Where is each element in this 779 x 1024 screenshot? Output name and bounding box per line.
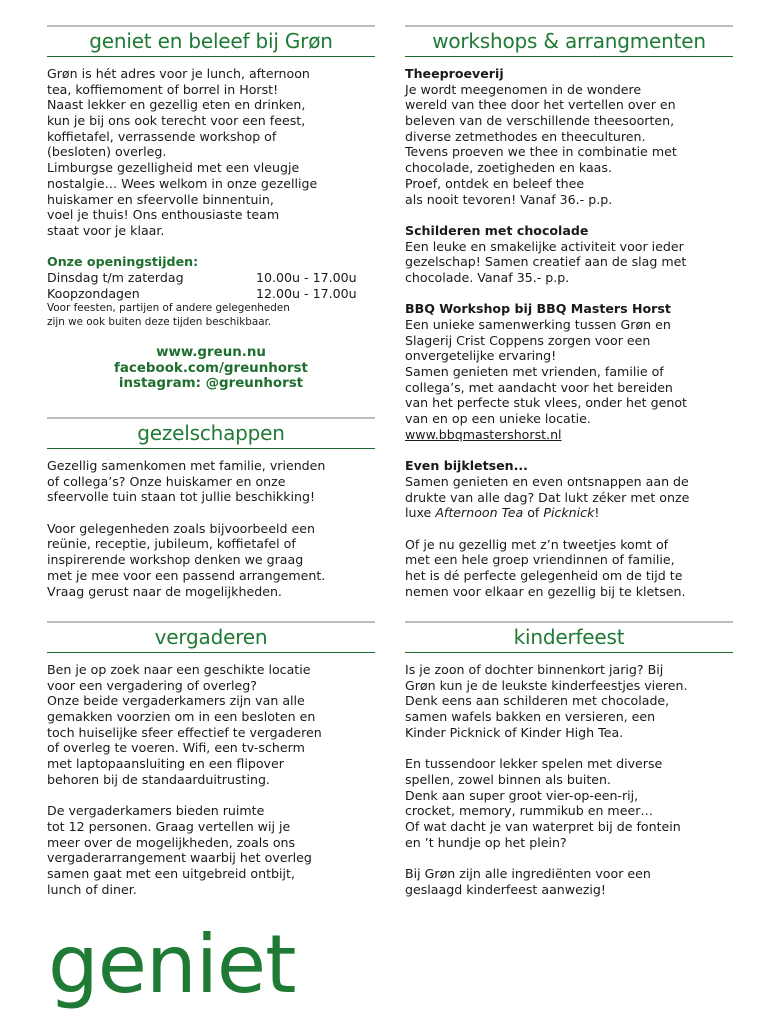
text-line: collega’s, met aandacht voor het bereiden <box>405 379 673 395</box>
contact-link[interactable]: www.greun.nu <box>156 345 266 360</box>
text-line: Voor gelegenheden zoals bijvoorbeeld een <box>47 520 315 536</box>
text-line: sfeervolle tuin staan tot jullie beschikking! <box>47 489 316 505</box>
text-line: tot 12 personen. Graag vertellen wij je <box>47 818 291 834</box>
section-title: workshops & arrangmenten <box>432 29 706 53</box>
spacer <box>405 521 733 537</box>
section-title: vergaderen <box>154 625 268 649</box>
contact-link[interactable]: facebook.com/greunhorst <box>114 360 308 376</box>
subheading: Even bijkletsen... <box>405 458 528 474</box>
subheading: BBQ Workshop bij BBQ Masters Horst <box>405 301 671 317</box>
text-line: kun je bij ons ook terecht voor een feest, <box>47 113 306 129</box>
contact-link[interactable]: instagram: @greunhorst <box>118 376 304 392</box>
section-workshops <box>405 25 733 599</box>
text-line: met een hele groep vriendinnen of familie, <box>405 552 675 568</box>
hours-day: Dinsdag t/m zaterdag <box>47 269 184 285</box>
text-line: staat voor je klaar. <box>47 222 165 238</box>
spacer <box>405 207 733 223</box>
section-gezelschappen <box>47 417 375 599</box>
geniet-logo: geniet <box>48 918 296 1011</box>
text-line: chocolade, zoetigheden en kaas. <box>405 160 612 176</box>
text-line: Vraag gerust naar de mogelijkheden. <box>47 583 282 599</box>
text-line: huiskamer en sfeervolle binnentuin, <box>47 191 274 207</box>
small-note: Voor feesten, partijen of andere gelegenheden <box>47 302 290 315</box>
subheading: Theeproeverij <box>405 66 504 81</box>
text-line: spellen, zowel binnen als buiten. <box>405 771 612 787</box>
text-line: samen wafels bakken en versieren, een <box>405 709 656 725</box>
spacer <box>405 286 733 302</box>
text-line: Kinder Picknick of Kinder High Tea. <box>405 724 624 740</box>
text-line: met je mee voor een passend arrangement. <box>47 567 326 583</box>
text-line: het is dé perfecte gelegenheid om de tijd te <box>405 568 683 583</box>
section-geniet <box>47 25 375 392</box>
text-line: als nooit tevoren! Vanaf 36.- p.p. <box>405 191 613 207</box>
text-line: Limburgse gezelligheid met een vleugje <box>47 160 300 176</box>
text-line <box>405 505 733 521</box>
spacer <box>47 505 375 521</box>
text: ! <box>594 505 600 521</box>
text-line: Gezellig samenkomen met familie, vrienden <box>47 458 326 473</box>
text: luxe <box>405 505 436 521</box>
text-line: nostalgie… Wees welkom in onze gezellige <box>47 175 318 191</box>
text-line: Samen genieten en even ontsnappen aan de <box>405 473 689 489</box>
text-line: crocket, memory, rummikub en meer… <box>405 803 653 819</box>
section-body <box>47 449 375 599</box>
text-line: voor een vergadering of overleg? <box>47 677 257 693</box>
text-line: meer over de mogelijkheden, zoals ons <box>47 834 296 850</box>
text-line: Bij Grøn zijn alle ingrediënten voor een <box>405 865 651 881</box>
text-line: samen gaat met een uitgebreid ontbijt, <box>47 865 295 881</box>
hours-day: Koopzondagen <box>47 285 140 301</box>
text-line: beleven van de verschillende theesoorten, <box>405 113 675 129</box>
spacer <box>405 443 733 459</box>
spacer <box>405 850 733 866</box>
text-line: van en op een unieke locatie. <box>405 411 591 427</box>
text-line: wereld van thee door het vertellen over en <box>405 97 676 113</box>
text-line: en ’t hundje op het plein? <box>405 834 567 850</box>
text-line: Denk aan super groot vier-op-een-rij, <box>405 787 639 803</box>
italic-text: Afternoon Tea <box>435 505 524 521</box>
opening-hours-heading: Onze openingstijden: <box>47 254 199 270</box>
section-body <box>405 57 733 599</box>
text-line: reünie, receptie, jubileum, koffietafel of <box>47 536 296 552</box>
text-line: Ben je op zoek naar een geschikte locatie <box>47 662 311 677</box>
text-line: of overleg te voeren. Wifi, een tv-scherm <box>47 740 305 756</box>
text-line: tea, koffiemoment of borrel in Horst! <box>47 81 279 97</box>
text-line: Of wat dacht je van waterpret bij de fontein <box>405 818 681 834</box>
text-line: koffietafel, verrassende workshop of <box>47 128 277 144</box>
hours-row <box>47 286 375 302</box>
text-line: chocolade. Vanaf 35.- p.p. <box>405 269 570 285</box>
text-line: behoren bij de standaarduitrusting. <box>47 771 270 787</box>
small-note: zijn we ook buiten deze tijden beschikbaar. <box>47 316 272 329</box>
text-line: Naast lekker en gezellig eten en drinken, <box>47 97 306 113</box>
text-line: Of je nu gezellig met z’n tweetjes komt of <box>405 536 669 552</box>
hours-time: 10.00u - 17.00u <box>256 269 357 285</box>
text-line: met laptopaansluiting en een flipover <box>47 756 284 772</box>
text-line: lunch of diner. <box>47 881 137 897</box>
text-line: Grøn is hét adres voor je lunch, afternoon <box>47 66 310 81</box>
section-title: kinderfeest <box>513 625 625 649</box>
subheading: Schilderen met chocolade <box>405 222 589 238</box>
text-line: nemen voor elkaar en gezellig bij te kletsen. <box>405 583 686 599</box>
text-line: Tevens proeven we thee in combinatie met <box>405 144 677 160</box>
text-line: of collega’s? Onze huiskamer en onze <box>47 473 286 489</box>
website-link[interactable]: www.bbqmastershorst.nl <box>405 426 562 442</box>
section-vergaderen <box>47 621 375 897</box>
hours-time: 12.00u - 17.00u <box>256 285 357 301</box>
section-title: geniet en beleef bij Grøn <box>89 29 333 53</box>
text-line: Een unieke samenwerking tussen Grøn en <box>405 317 671 332</box>
spacer <box>47 788 375 804</box>
spacer <box>47 329 375 345</box>
text-line: Slagerij Crist Coppens zorgen voor een <box>405 332 651 348</box>
text-line: geslaagd kinderfeest aanwezig! <box>405 881 606 897</box>
text-line: inspirerende workshop denken we graag <box>47 552 304 568</box>
text-line: Proef, ontdek en beleef thee <box>405 175 585 191</box>
text-line: van het perfecte stuk vlees, onder het genot <box>405 395 687 411</box>
text-line: drukte van alle dag? Dat lukt zéker met onze <box>405 489 690 505</box>
text-line: gezelschap! Samen creatief aan de slag met <box>405 254 687 270</box>
text-line: voel je thuis! Ons enthousiaste team <box>47 207 280 223</box>
text-line: Je wordt meegenomen in de wondere <box>405 81 642 97</box>
spacer <box>405 740 733 756</box>
text-line: De vergaderkamers bieden ruimte <box>47 803 265 819</box>
section-title: gezelschappen <box>137 421 285 445</box>
hours-row <box>47 270 375 286</box>
text-line: Grøn kun je de leukste kinderfeestjes vieren. <box>405 677 688 693</box>
text-line: Is je zoon of dochter binnenkort jarig? Bij <box>405 662 664 677</box>
text-line: Samen genieten met vrienden, familie of <box>405 364 664 380</box>
text-line: En tussendoor lekker spelen met diverse <box>405 756 663 772</box>
section-body <box>47 653 375 897</box>
section-body <box>405 653 733 897</box>
section-body <box>47 57 375 392</box>
text-line: onvergetelijke ervaring! <box>405 348 557 364</box>
text-line: gemakken voorzien om in een besloten en <box>47 709 316 725</box>
text-line: toch huiselijke sfeer effectief te vergaderen <box>47 724 322 740</box>
text-line: Onze beide vergaderkamers zijn van alle <box>47 693 305 709</box>
italic-text: Picknick <box>543 505 595 521</box>
text-line: Denk eens aan schilderen met chocolade, <box>405 693 670 709</box>
text-line: (besloten) overleg. <box>47 144 167 160</box>
section-kinderfeest <box>405 621 733 897</box>
text-line: vergaderarrangement waarbij het overleg <box>47 850 312 866</box>
text-line: diverse zetmethodes en theeculturen. <box>405 128 646 144</box>
text-line: Een leuke en smakelijke activiteit voor ieder <box>405 238 684 254</box>
text: of <box>523 505 544 521</box>
spacer <box>47 239 375 255</box>
